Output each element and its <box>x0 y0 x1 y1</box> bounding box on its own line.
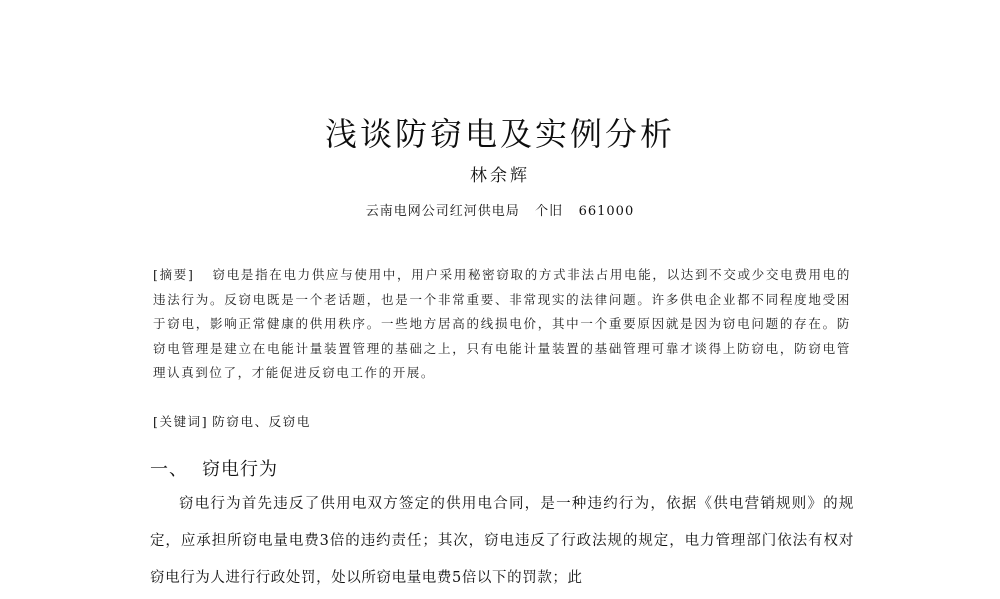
section-paragraph: 窃电行为首先违反了供用电双方签定的供用电合同，是一种违约行为，依据《供电营销规则》的规定，应承担所窃电量电费3倍的违约责任；其次，窃电违反了行政法规的规定，电力管理部门依法有权对窃电行为人进行行政处罚，处以所窃电量电费5倍以下的罚款；此 <box>150 496 854 586</box>
affiliation-city: 个旧 <box>535 204 564 219</box>
keywords-text: 防窃电、反窃电 <box>212 414 311 429</box>
section-title: 窃电行为 <box>202 459 278 480</box>
affiliation-postcode: 661000 <box>578 204 635 219</box>
paper-title: 浅谈防窃电及实例分析 <box>324 115 675 153</box>
keywords <box>153 410 311 434</box>
author-name: 林余辉 <box>470 166 530 186</box>
section-heading <box>150 455 278 485</box>
keywords-label: [关键词] <box>153 414 209 429</box>
abstract-text: 窃电是指在电力供应与使用中，用户采用秘密窃取的方式非法占用电能，以达到不交或少交电费用电的违法行为。反窃电既是一个老话题，也是一个非常重要、非常现实的法律问题。许多供电企业都不同程度地受困于窃电，影响正常健康的供用秩序。一些地方居高的线损电价，其中一个重要原因就是因为窃电问题的存在。防窃电管理是建立在电能计量装置管理的基础之上，只有电能计量装置的基础管理可靠才谈得上防窃电，防窃电管理认真到位了，才能促进反窃电工作的开展。 <box>153 267 851 380</box>
affiliation-organization: 云南电网公司红河供电局 <box>365 204 520 219</box>
section-number: 一、 <box>150 459 188 480</box>
affiliation-line <box>0 201 1000 223</box>
abstract <box>153 263 851 386</box>
abstract-label: [摘要] <box>153 267 195 282</box>
